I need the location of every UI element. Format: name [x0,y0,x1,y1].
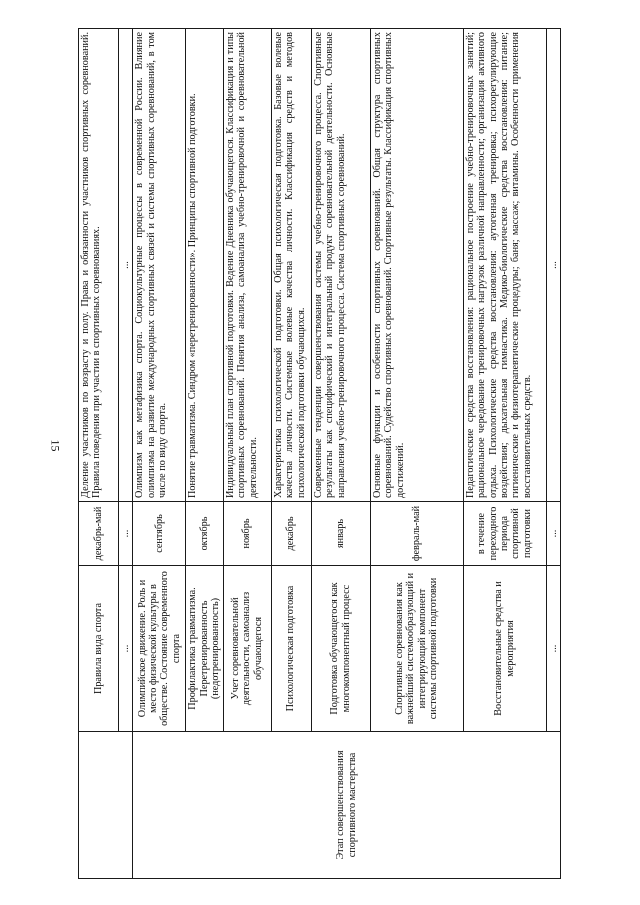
topic-cell: ... [119,566,133,732]
time-cell: декабрь-май [79,502,119,566]
time-cell: январь [311,502,370,566]
table-row [133,29,186,879]
stage-cell-continued [79,732,133,879]
content-cell: Характеристика психологической подготовки. Общая психологическая подготовка. Базовые волевые качества личности. Системные волевые качества личности. Классификация средств и методов психологической подготовки обучающихся. [271,29,311,502]
topic-cell: Учет соревновательной деятельности, самоанализ обучающегося [223,566,271,732]
topic-cell: Олимпийское движение. Роль и место физической культуры в обществе. Состояние современного спорта [133,566,186,732]
table-row [79,29,119,879]
time-cell: февраль-май [370,502,463,566]
program-table [78,28,561,879]
time-cell: октябрь [186,502,223,566]
content-cell: Индивидуальный план спортивной подготовки. Ведение Дневника обучающегося. Классификация и типы спортивных соревнований. Понятия анализа, самоанализа учебно-тренировочной и соревновательной деятельности. [223,29,271,502]
content-cell: ... [546,29,560,502]
rotated-table-wrapper [78,28,559,879]
content-cell: ... [119,29,133,502]
content-cell: Понятие травматизма. Синдром «перетренированности». Принципы спортивной подготовки. [186,29,223,502]
topic-cell: Правила вида спорта [79,566,119,732]
time-cell: ноябрь [223,502,271,566]
time-cell: сентябрь [133,502,186,566]
content-cell: Современные тенденции совершенствования системы учебно-тренировочного процесса. Спортивные результаты как специфический и интегральный продукт соревновательной деятельности. Основные направления учебно-тренировочного процесса. Система спортивных соревнований. [311,29,370,502]
stage-cell: Этап совершенствования спортивного мастерства [133,732,561,879]
topic-cell: Профилактика травматизма. Перетренированность (недотренированность) [186,566,223,732]
content-cell: Олимпизм как метафизика спорта. Социокультурные процессы в современной России. Влияние олимпизма на развитие международных спортивных связей и системы спортивных соревнований, в том числе по виду спорта. [133,29,186,502]
topic-cell: Подготовка обучающегося как многокомпонентный процесс [311,566,370,732]
content-cell: Педагогические средства восстановления: рациональное построение учебно-тренировочных занятий; рациональное чередование тренировочных нагрузок различной направленности; организация активного отдыха. Психологические средства восстановления: аутогенная тренировка; психорегулирующие воздействия; дыхательная гимнастика. Медико-биологические средства восстановления: питание; гигиенические и физиотерапевтические процедуры; баня; массаж; витамины. Особенности применения восстановительных средств. [463,29,546,502]
content-cell: Деление участников по возрасту и полу. Права и обязанности участников спортивных соревнований. Правила поведения при участии в спортивных соревнованиях. [79,29,119,502]
topic-cell: Восстановительные средства и мероприятия [463,566,546,732]
time-cell: ... [546,502,560,566]
time-cell: декабрь [271,502,311,566]
time-cell: ... [119,502,133,566]
topic-cell: ... [546,566,560,732]
time-cell: в течение переходного периода спортивной подготовки [463,502,546,566]
topic-cell: Психологическая подготовка [271,566,311,732]
page-number: 15 [48,439,63,452]
content-cell: Основные функции и особенности спортивных соревнований. Общая структура спортивных соревнований. Судейство спортивных соревнований. Спортивные результаты. Классификация спортивных достижений. [370,29,463,502]
topic-cell: Спортивные соревнования как важнейший системообразующий и интегрирующий компонент системы спортивной подготовки [370,566,463,732]
